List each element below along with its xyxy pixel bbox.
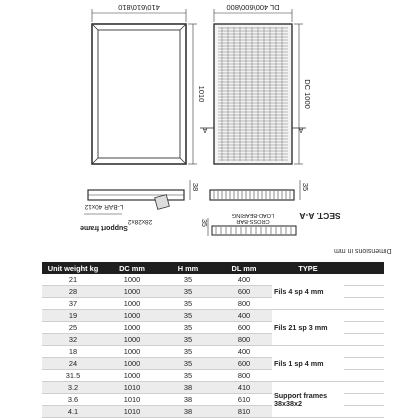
table-cell: 38 [160,382,216,394]
table-cell: 600 [216,322,272,334]
table-cell: 400 [216,346,272,358]
table-header-row [42,262,384,274]
frame-bar-label: L-BAR 40x12 [84,203,124,210]
grating-plan-view [200,3,312,164]
table-cell: 35 [160,370,216,382]
table-cell: 1010 [104,394,160,406]
table-cell: 35 [160,334,216,346]
table-cell: 400 [216,310,272,322]
table-cell: 19 [42,310,104,322]
table-cell: 410 [216,382,272,394]
table-cell: 37 [42,298,104,310]
load-bearing-label: LOAD-BEARING [231,212,275,218]
table-cell: 35 [160,346,216,358]
section-mark-right: A [298,126,304,133]
grating-side-view [210,180,310,200]
table-cell: 610 [216,394,272,406]
frame-plan-view [92,3,206,164]
table-cell: 1000 [104,358,160,370]
table-row [42,346,384,358]
table-row [42,274,384,286]
table-cell: 31.5 [42,370,104,382]
table-cell: 21 [42,274,104,286]
table-cell: 35 [160,274,216,286]
table-cell: 1000 [104,274,160,286]
table-cell: 800 [216,334,272,346]
table-cell: 810 [216,406,272,418]
table-cell: 24 [42,358,104,370]
table-cell: 28 [42,286,104,298]
spacer-cell [344,382,384,394]
cross-bar-label: CROSS-BAR [236,218,270,224]
spec-table-wrap [42,262,400,416]
table-row [42,310,384,322]
header-dc: DC mm [104,262,160,274]
spacer-cell [344,274,384,286]
spacer-cell [344,406,384,418]
table-cell: 1010 [104,382,160,394]
spacer-cell [344,298,384,310]
table-cell: 1010 [104,406,160,418]
table-cell: 1000 [104,322,160,334]
table-cell: 1000 [104,310,160,322]
section-title: SECT. A-A [299,211,341,221]
table-cell: 800 [216,298,272,310]
table-cell: 35 [160,298,216,310]
spacer-cell [344,334,384,346]
table-cell: 600 [216,358,272,370]
section-a-a [200,211,341,236]
section-height: 35 [200,219,207,227]
table-body [42,274,384,418]
type-cell: Fils 21 sp 3 mm [272,310,344,346]
table-cell: 600 [216,286,272,298]
type-cell: Fils 1 sp 4 mm [272,346,344,382]
spacer-cell [344,370,384,382]
spacer-cell [344,358,384,370]
left-side-dimension: 1010 [197,85,206,103]
dimensions-note: Dimensions in mm [334,247,392,254]
header-spacer [344,262,384,274]
table-cell: 1000 [104,286,160,298]
table-cell: 35 [160,310,216,322]
left-frame-height: 38 [191,182,200,192]
support-bar-label: 28x28x2 [127,218,153,225]
header-unit-weight: Unit weight kg [42,262,104,274]
table-cell: 1000 [104,346,160,358]
table-cell: 18 [42,346,104,358]
table-cell: 800 [216,370,272,382]
table-cell: 3.2 [42,382,104,394]
header-h: H mm [160,262,216,274]
spacer-cell [344,346,384,358]
spacer-cell [344,286,384,298]
table-cell: 4.1 [42,406,104,418]
header-dl: DL mm [216,262,272,274]
frame-profile [80,180,200,231]
type-cell: Support frames 38x38x2 [272,382,344,418]
table-cell: 1000 [104,370,160,382]
spacer-cell [344,310,384,322]
spacer-cell [344,322,384,334]
table-cell: 35 [160,322,216,334]
table-row [42,382,384,394]
header-type: TYPE [272,262,344,274]
section-mark-left: A [202,126,208,133]
spec-table [42,262,384,418]
table-cell: 25 [42,322,104,334]
table-cell: 32 [42,334,104,346]
left-top-dimension: 410\610\810 [118,3,160,12]
table-cell: 38 [160,394,216,406]
type-cell: Fils 4 sp 4 mm [272,274,344,310]
table-cell: 1000 [104,298,160,310]
table-cell: 3.6 [42,394,104,406]
right-side-dimension: DC 1000 [303,79,312,109]
table-cell: 38 [160,406,216,418]
support-frame-label: Support frame [80,224,128,231]
table-cell: 400 [216,274,272,286]
table-cell: 1000 [104,334,160,346]
right-top-dimension: DL 400\600\800 [226,3,280,12]
right-frame-height: 35 [301,182,310,192]
table-cell: 35 [160,286,216,298]
table-cell: 35 [160,358,216,370]
